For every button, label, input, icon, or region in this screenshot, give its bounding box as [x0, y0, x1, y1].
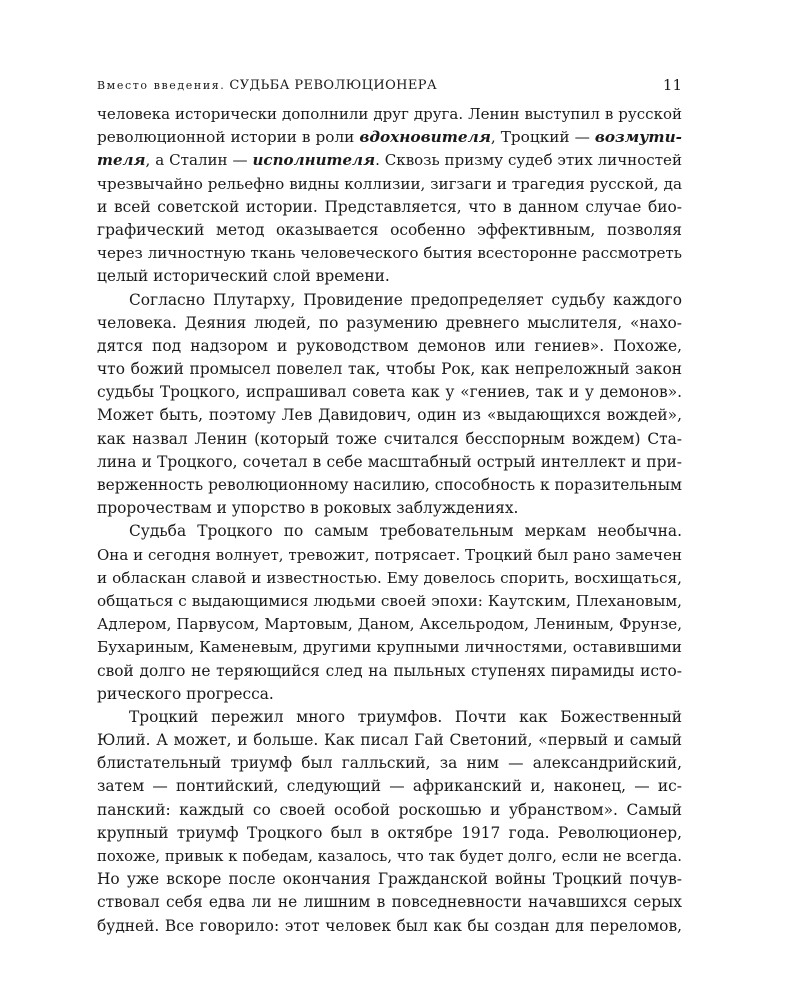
text-line: Но уже вскоре после окончания Гражданской войны Троцкий почув-	[97, 870, 682, 889]
running-header	[97, 76, 682, 96]
text-line: Троцкий пережил много триумфов. Почти как Божественный	[129, 707, 682, 726]
text-line: свой долго не теряющийся след на пыльных ступенях пирамиды исто-	[97, 661, 682, 680]
text-line: похоже, привык к победам, казалось, что так будет долго, если не всегда.	[97, 848, 682, 865]
text-line: Может быть, поэтому Лев Давидович, один из «выдающихся вождей»,	[97, 406, 682, 425]
text-line: человека. Деяния людей, по разумению древнего мыслителя, «нахо-	[97, 313, 682, 332]
text-run: . Сквозь призму судеб этих личностей	[375, 151, 683, 170]
text-line: судьбы Троцкого, испрашивал совета как у «гениев, так и у демонов».	[97, 383, 682, 402]
page-number: 11	[662, 76, 682, 94]
text-line: пророчествам и упорство в роковых заблуждениях.	[97, 499, 519, 518]
text-line: и обласкан славой и известностью. Ему довелось спорить, восхищаться,	[97, 568, 682, 587]
emphasis-text: исполнителя	[252, 151, 376, 170]
text-line: Она и сегодня волнует, тревожит, потрясает. Троцкий был рано замечен	[97, 545, 682, 564]
text-line: и всей советской истории. Представляется, что в данном случае био-	[97, 197, 682, 216]
text-line	[97, 126, 682, 149]
text-line: Судьба Троцкого по самым требовательным меркам необычна.	[129, 522, 682, 541]
text-line: крупный триумф Троцкого был в октябре 1917 года. Революционер,	[97, 823, 682, 842]
text-line: рического прогресса.	[97, 684, 274, 703]
text-line: Бухариным, Каменевым, другими крупными личностями, оставившими	[97, 638, 682, 657]
text-line: панский: каждый со своей особой роскошью и убранством». Самый	[97, 800, 682, 819]
text-line: человека исторически дополнили друг друга. Ленин выступил в русской	[97, 105, 682, 123]
text-run: , Троцкий —	[490, 128, 595, 147]
text-line: дятся под надзором и руководством демонов или гениев». Похоже,	[97, 336, 682, 355]
text-run: революционной истории в роли	[97, 128, 360, 147]
text-line: блистательный триумф был галльский, за ним — александрийский,	[97, 754, 682, 773]
main-text	[97, 103, 682, 938]
text-line: через личностную ткань человеческого бытия всесторонне рассмотреть	[97, 244, 682, 263]
text-line: Юлий. А может, и больше. Как писал Гай Светоний, «первый и самый	[97, 731, 682, 750]
text-line: затем — понтийский, следующий — африканский и, наконец, — ис-	[97, 777, 682, 796]
header-section: Вместо введения.	[97, 79, 226, 92]
text-line: как назвал Ленин (который тоже считался бесспорным вождем) Ста-	[97, 429, 682, 448]
text-line: чрезвычайно рельефно видны коллизии, зигзаги и трагедия русской, да	[97, 174, 682, 193]
text-line: будней. Все говорило: этот человек был как бы создан для переломов,	[97, 916, 682, 935]
text-line: целый исторический слой времени.	[97, 267, 390, 286]
text-line	[97, 149, 682, 172]
text-line: верженность революционному насилию, способность к поразительным	[97, 476, 682, 494]
emphasis-text: теля	[97, 151, 146, 170]
text-line: графический метод оказывается особенно эффективным, позволяя	[97, 220, 682, 239]
running-header-text	[97, 78, 437, 93]
emphasis-text: возмути-	[594, 128, 683, 147]
header-title: СУДЬБА РЕВОЛЮЦИОНЕРА	[229, 78, 438, 93]
text-line: ствовал себя едва ли не лишним в повседневности начавшихся серых	[97, 893, 682, 912]
text-line: Согласно Плутарху, Провидение предопределяет судьбу каждого	[129, 290, 682, 309]
text-line: лина и Троцкого, сочетал в себе масштабный острый интеллект и при-	[97, 452, 682, 471]
text-line: что божий промысел повелел так, чтобы Рок, как непреложный закон	[97, 360, 682, 379]
text-line: Адлером, Парвусом, Мартовым, Даном, Аксельродом, Лениным, Фрунзе,	[97, 615, 682, 634]
text-line: общаться с выдающимися людьми своей эпохи: Каутским, Плехановым,	[97, 591, 682, 610]
emphasis-text: вдохновителя	[359, 128, 491, 147]
text-run: , а Сталин —	[145, 151, 253, 170]
